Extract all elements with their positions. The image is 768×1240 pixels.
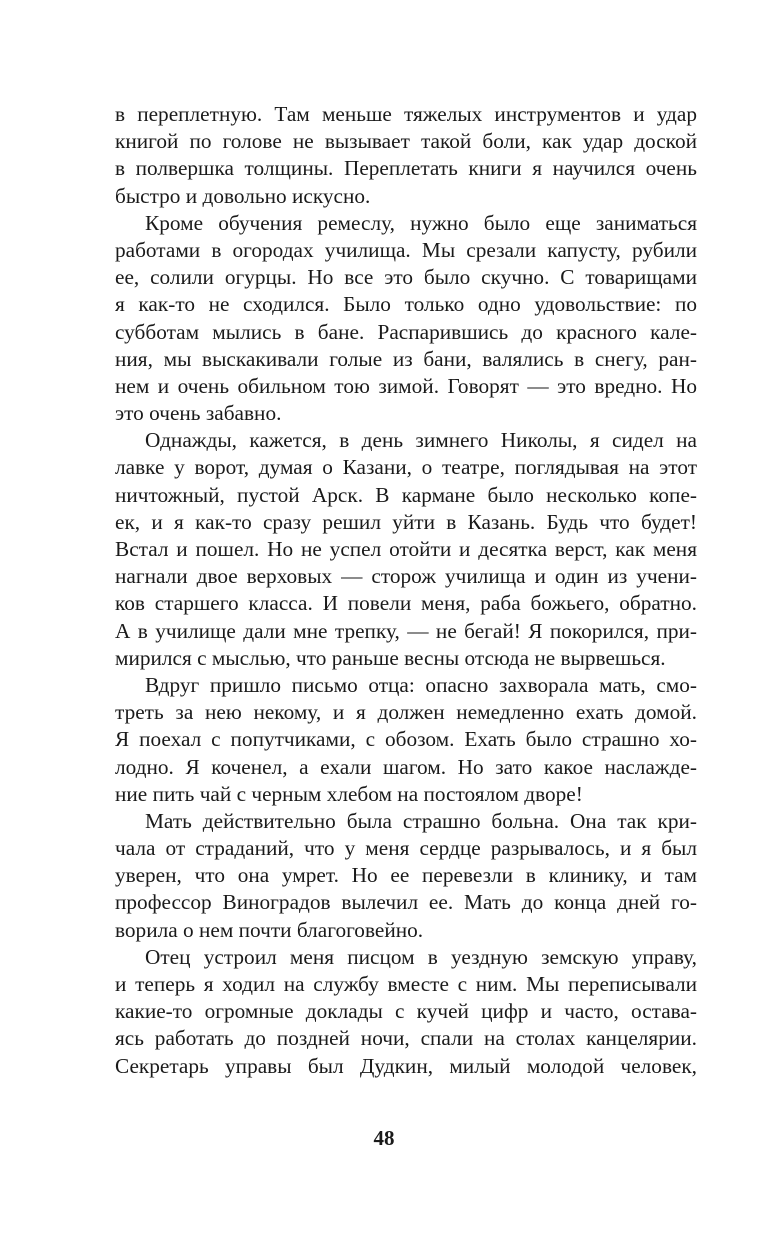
text-line: это очень забавно. xyxy=(115,401,282,426)
text-line: Я поехал с попутчиками, с обозом. Ехать было страшно хо- xyxy=(115,727,697,752)
text-line: ек, и я как-то сразу решил уйти в Казань. Будь что будет! xyxy=(115,509,697,534)
text-line: в полвершка толщины. Переплетать книги я научился очень xyxy=(115,156,697,181)
text-line: ков старшего класса. И повели меня, раба божьего, обратно. xyxy=(115,591,697,616)
text-line: Секретарь управы был Дудкин, милый молодой человек, xyxy=(115,1053,697,1078)
text-line: А в училище дали мне трепку, — не бегай! Я покорился, при- xyxy=(115,618,697,643)
paragraph xyxy=(115,427,697,672)
paragraph xyxy=(115,210,697,428)
text-line: и теперь я ходил на службу вместе с ним. Мы переписывали xyxy=(115,972,697,996)
text-line: нем и очень обильном тою зимой. Говорят — это вредно. Но xyxy=(115,373,697,398)
text-line: лавке у ворот, думая о Казани, о театре, поглядывая на этот xyxy=(115,455,697,480)
text-line: нагнали двое верховых — сторож училища и один из учени- xyxy=(115,564,697,589)
text-line: Отец устроил меня писцом в уездную земскую управу, xyxy=(145,944,697,969)
text-line: книгой по голове не вызывает такой боли, как удар доской xyxy=(115,129,697,154)
paragraph xyxy=(115,944,697,1080)
text-line: какие-то огромные доклады с кучей цифр и часто, остава- xyxy=(115,999,697,1024)
text-line: ние пить чай с черным хлебом на постоялом дворе! xyxy=(115,781,583,806)
text-line: работами в огородах училища. Мы срезали капусту, рубили xyxy=(115,237,697,262)
text-line: профессор Виноградов вылечил ее. Мать до конца дней го- xyxy=(115,890,697,915)
text-line: Встал и пошел. Но не успел отойти и десятка верст, как меня xyxy=(115,537,697,561)
text-line: субботам мылись в бане. Распарившись до красного кале- xyxy=(115,319,697,344)
text-line: я как-то не сходился. Было только одно удовольствие: по xyxy=(115,292,697,317)
text-line: ния, мы выскакивали голые из бани, валялись в снегу, ран- xyxy=(115,346,697,371)
text-line: ее, солили огурцы. Но все это было скучно. С товарищами xyxy=(115,265,697,290)
page-text xyxy=(115,101,697,1080)
text-line: треть за нею некому, и я должен немедленно ехать домой. xyxy=(115,700,697,725)
text-line: ничтожный, пустой Арск. В кармане было несколько копе- xyxy=(115,482,697,507)
text-line: Мать действительно была страшно больна. Она так кри- xyxy=(145,808,697,833)
text-line: чала от страданий, что у меня сердце разрывалось, и я был xyxy=(115,836,697,861)
text-line: ворила о нем почти благоговейно. xyxy=(115,917,424,942)
text-line: лодно. Я коченел, а ехали шагом. Но зато какое наслажде- xyxy=(115,754,697,779)
text-line: в переплетную. Там меньше тяжелых инструментов и удар xyxy=(115,102,697,126)
text-line: Кроме обучения ремеслу, нужно было еще заниматься xyxy=(145,210,697,235)
text-line: мирился с мыслью, что раньше весны отсюда не вырвешься. xyxy=(115,645,666,670)
paragraph xyxy=(115,101,697,210)
page-number: 48 xyxy=(373,1126,395,1150)
text-line: ясь работать до поздней ночи, спали на столах канцелярии. xyxy=(115,1026,697,1051)
text-line: Однажды, кажется, в день зимнего Николы, я сидел на xyxy=(145,428,697,453)
text-line: быстро и довольно искусно. xyxy=(115,183,371,208)
paragraph xyxy=(115,672,697,808)
paragraph xyxy=(115,808,697,944)
text-line: уверен, что она умрет. Но ее перевезли в клинику, и там xyxy=(115,863,697,888)
text-line: Вдруг пришло письмо отца: опасно захворала мать, смо- xyxy=(145,672,697,697)
